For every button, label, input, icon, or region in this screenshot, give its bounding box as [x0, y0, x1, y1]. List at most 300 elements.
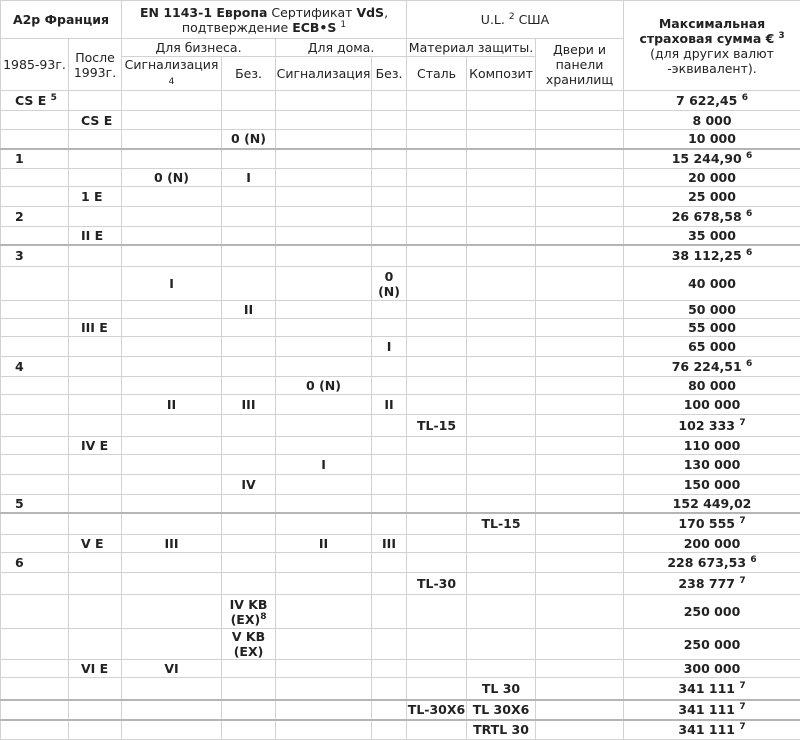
- vault-doors-cell: [536, 678, 624, 700]
- steel-cell: [407, 377, 467, 395]
- home-alarm-cell: [276, 301, 372, 319]
- composite-header: Композит: [467, 57, 536, 91]
- vault-doors-cell: [536, 245, 624, 267]
- table-row: [1, 91, 800, 111]
- business-no-alarm-cell: [222, 535, 276, 553]
- home-alarm-header: Сигнализация: [276, 57, 372, 91]
- a2p-after-cell: V E: [69, 535, 122, 553]
- business-no-alarm-cell: [222, 337, 276, 357]
- protection-material-header: Материал защиты.: [407, 39, 536, 57]
- composite-cell: [467, 437, 536, 455]
- composite-cell: [467, 415, 536, 437]
- steel-cell: [407, 475, 467, 495]
- composite-cell: [467, 227, 536, 245]
- home-no-alarm-cell: [372, 111, 407, 130]
- table-row: [1, 437, 800, 455]
- steel-cell: [407, 513, 467, 535]
- a2p-after-cell: [69, 267, 122, 301]
- business-alarm-cell: [122, 700, 222, 720]
- home-no-alarm-cell: [372, 377, 407, 395]
- business-alarm-cell: [122, 629, 222, 660]
- composite-cell: [467, 629, 536, 660]
- table-row: [1, 513, 800, 535]
- steel-cell: [407, 629, 467, 660]
- a2p-1985-cell: [1, 678, 69, 700]
- table-row: [1, 415, 800, 437]
- business-no-alarm-cell: II: [222, 301, 276, 319]
- home-alarm-cell: [276, 660, 372, 678]
- home-alarm-cell: [276, 437, 372, 455]
- vault-doors-cell: [536, 495, 624, 513]
- vault-doors-cell: [536, 207, 624, 227]
- steel-cell: [407, 437, 467, 455]
- home-no-alarm-cell: [372, 553, 407, 573]
- vault-doors-cell: [536, 660, 624, 678]
- max-amount-cell: 100 000: [624, 395, 800, 415]
- home-no-alarm-cell: [372, 455, 407, 475]
- max-amount-cell: 35 000: [624, 227, 800, 245]
- a2p-1985-cell: [1, 130, 69, 149]
- max-amount-cell: 102 333 $^7$: [624, 415, 800, 437]
- a2p-1985-cell: [1, 187, 69, 207]
- max-amount-cell: 341 111 $^7$: [624, 678, 800, 700]
- table-row: [1, 660, 800, 678]
- max-amount-cell: 10 000: [624, 130, 800, 149]
- steel-cell: [407, 720, 467, 740]
- home-alarm-cell: [276, 357, 372, 377]
- business-alarm-cell: [122, 301, 222, 319]
- composite-cell: [467, 169, 536, 187]
- home-alarm-cell: [276, 395, 372, 415]
- a2p-after-cell: 1 E: [69, 187, 122, 207]
- business-no-alarm-cell: [222, 245, 276, 267]
- vault-doors-cell: [536, 227, 624, 245]
- business-no-alarm-cell: [222, 91, 276, 111]
- home-alarm-cell: [276, 245, 372, 267]
- home-no-alarm-cell: 0 (N): [372, 267, 407, 301]
- home-alarm-cell: [276, 111, 372, 130]
- table-row: [1, 678, 800, 700]
- table-row: [1, 111, 800, 130]
- steel-cell: [407, 337, 467, 357]
- a2p-after-cell: [69, 91, 122, 111]
- table-row: [1, 700, 800, 720]
- business-no-alarm-cell: [222, 573, 276, 595]
- business-alarm-cell: [122, 245, 222, 267]
- a2p-1985-cell: 1: [1, 149, 69, 169]
- steel-cell: [407, 535, 467, 553]
- table-row: [1, 149, 800, 169]
- a2p-1985-cell: [1, 267, 69, 301]
- home-alarm-cell: [276, 513, 372, 535]
- a2p-after-cell: [69, 395, 122, 415]
- table-row: [1, 319, 800, 337]
- composite-cell: [467, 595, 536, 629]
- composite-cell: TRTL 30: [467, 720, 536, 740]
- vault-doors-cell: [536, 357, 624, 377]
- a2p-1985-cell: [1, 169, 69, 187]
- business-header: Для бизнеса.: [122, 39, 276, 57]
- max-amount-cell: 26 678,58 $^6$: [624, 207, 800, 227]
- composite-cell: [467, 130, 536, 149]
- business-alarm-cell: [122, 319, 222, 337]
- business-alarm-cell: [122, 357, 222, 377]
- home-alarm-cell: [276, 227, 372, 245]
- steel-cell: [407, 595, 467, 629]
- home-alarm-cell: [276, 91, 372, 111]
- home-alarm-cell: [276, 207, 372, 227]
- home-no-alarm-cell: [372, 513, 407, 535]
- business-alarm-cell: [122, 130, 222, 149]
- home-alarm-cell: [276, 573, 372, 595]
- a2p-1985-cell: [1, 700, 69, 720]
- business-no-alarm-cell: [222, 227, 276, 245]
- table-row: [1, 227, 800, 245]
- a2p-after-cell: [69, 495, 122, 513]
- business-alarm-cell: [122, 678, 222, 700]
- business-no-alarm-cell: [222, 415, 276, 437]
- steel-header: Сталь: [407, 57, 467, 91]
- home-header: Для дома.: [276, 39, 407, 57]
- table-row: [1, 553, 800, 573]
- a2p-1985-cell: 6: [1, 553, 69, 573]
- vault-doors-cell: [536, 455, 624, 475]
- a2p-after-cell: CS E: [69, 111, 122, 130]
- home-alarm-cell: [276, 629, 372, 660]
- business-alarm-cell: [122, 337, 222, 357]
- max-amount-cell: 80 000: [624, 377, 800, 395]
- steel-cell: TL-15: [407, 415, 467, 437]
- home-alarm-cell: [276, 130, 372, 149]
- home-alarm-cell: [276, 595, 372, 629]
- home-alarm-cell: [276, 678, 372, 700]
- table-row: [1, 535, 800, 553]
- business-alarm-cell: [122, 475, 222, 495]
- vault-doors-cell: [536, 149, 624, 169]
- business-alarm-cell: [122, 111, 222, 130]
- home-alarm-cell: [276, 267, 372, 301]
- home-alarm-cell: [276, 187, 372, 207]
- business-alarm-cell: [122, 720, 222, 740]
- home-no-alarm-cell: [372, 149, 407, 169]
- composite-cell: [467, 111, 536, 130]
- a2p-1985-cell: [1, 720, 69, 740]
- table-row: [1, 301, 800, 319]
- a2p-after-cell: [69, 475, 122, 495]
- steel-cell: [407, 319, 467, 337]
- composite-cell: [467, 553, 536, 573]
- business-no-alarm-cell: [222, 377, 276, 395]
- composite-cell: [467, 573, 536, 595]
- a2p-1985-cell: [1, 319, 69, 337]
- home-alarm-cell: [276, 495, 372, 513]
- composite-cell: [467, 245, 536, 267]
- vault-doors-cell: [536, 700, 624, 720]
- home-no-alarm-cell: [372, 319, 407, 337]
- a2p-after-cell: [69, 130, 122, 149]
- home-alarm-cell: [276, 169, 372, 187]
- a2p-1985-cell: [1, 573, 69, 595]
- max-amount-cell: 25 000: [624, 187, 800, 207]
- home-no-alarm-cell: [372, 720, 407, 740]
- steel-cell: [407, 91, 467, 111]
- table-row: [1, 495, 800, 513]
- home-alarm-cell: [276, 319, 372, 337]
- composite-cell: [467, 455, 536, 475]
- business-no-alarm-cell: [222, 553, 276, 573]
- max-amount-cell: 65 000: [624, 337, 800, 357]
- steel-cell: [407, 395, 467, 415]
- business-no-alarm-cell: 0 (N): [222, 130, 276, 149]
- home-alarm-cell: [276, 720, 372, 740]
- home-no-alarm-cell: [372, 227, 407, 245]
- composite-cell: [467, 301, 536, 319]
- business-alarm-cell: [122, 207, 222, 227]
- home-no-alarm-cell: [372, 629, 407, 660]
- composite-cell: [467, 377, 536, 395]
- max-amount-cell: 15 244,90 $^6$: [624, 149, 800, 169]
- business-alarm-cell: II: [122, 395, 222, 415]
- vault-doors-cell: [536, 91, 624, 111]
- home-no-alarm-cell: [372, 700, 407, 720]
- steel-cell: [407, 357, 467, 377]
- home-no-alarm-cell: I: [372, 337, 407, 357]
- en-1143-header: EN 1143-1 Европа Сертификат VdS, подтверждение ECB•S $^1$: [122, 1, 407, 39]
- a2p-after-cell: [69, 678, 122, 700]
- a2p-after-cell: [69, 207, 122, 227]
- business-alarm-cell: [122, 227, 222, 245]
- vault-doors-cell: [536, 187, 624, 207]
- home-no-alarm-cell: [372, 660, 407, 678]
- vault-doors-cell: [536, 535, 624, 553]
- table-row: [1, 357, 800, 377]
- a2p-1985-cell: [1, 395, 69, 415]
- a2p-1985-cell: [1, 337, 69, 357]
- a2p-1985-cell: 3: [1, 245, 69, 267]
- steel-cell: [407, 227, 467, 245]
- home-no-alarm-cell: [372, 678, 407, 700]
- business-alarm-cell: 0 (N): [122, 169, 222, 187]
- business-no-alarm-cell: [222, 187, 276, 207]
- vault-doors-header: Двери и панели хранилищ: [536, 39, 624, 91]
- ul-usa-header: U.L. $^2$ США: [407, 1, 624, 39]
- a2p-1985-cell: CS E $^5$: [1, 91, 69, 111]
- business-alarm-cell: [122, 91, 222, 111]
- business-alarm-cell: [122, 573, 222, 595]
- home-alarm-cell: [276, 475, 372, 495]
- a2p-after-cell: [69, 700, 122, 720]
- years-1985-93-header: 1985-93г.: [1, 39, 69, 91]
- max-amount-cell: 341 111 $^7$: [624, 700, 800, 720]
- max-amount-cell: 7 622,45 $^6$: [624, 91, 800, 111]
- a2p-after-cell: IV E: [69, 437, 122, 455]
- a2p-after-cell: [69, 415, 122, 437]
- a2p-france-header: A2p Франция: [1, 1, 122, 39]
- home-alarm-cell: [276, 700, 372, 720]
- business-alarm-cell: [122, 415, 222, 437]
- business-no-alarm-cell: [222, 357, 276, 377]
- max-amount-cell: 228 673,53 $^6$: [624, 553, 800, 573]
- table-row: [1, 245, 800, 267]
- table-row: [1, 169, 800, 187]
- a2p-1985-cell: [1, 475, 69, 495]
- vault-doors-cell: [536, 301, 624, 319]
- table-row: [1, 720, 800, 740]
- a2p-1985-cell: 5: [1, 495, 69, 513]
- max-amount-cell: 250 000: [624, 595, 800, 629]
- max-amount-cell: 76 224,51 $^6$: [624, 357, 800, 377]
- a2p-after-cell: [69, 169, 122, 187]
- vault-doors-cell: [536, 169, 624, 187]
- vault-doors-cell: [536, 267, 624, 301]
- composite-cell: [467, 91, 536, 111]
- a2p-after-cell: [69, 245, 122, 267]
- table-row: [1, 455, 800, 475]
- vault-doors-cell: [536, 377, 624, 395]
- composite-cell: [467, 267, 536, 301]
- max-amount-cell: 20 000: [624, 169, 800, 187]
- home-no-alarm-cell: III: [372, 535, 407, 553]
- a2p-1985-cell: 2: [1, 207, 69, 227]
- steel-cell: [407, 245, 467, 267]
- steel-cell: [407, 130, 467, 149]
- vault-doors-cell: [536, 337, 624, 357]
- business-alarm-cell: I: [122, 267, 222, 301]
- a2p-after-cell: VI E: [69, 660, 122, 678]
- business-no-alarm-cell: III: [222, 395, 276, 415]
- a2p-1985-cell: [1, 629, 69, 660]
- home-no-alarm-cell: [372, 475, 407, 495]
- composite-cell: [467, 660, 536, 678]
- a2p-after-cell: II E: [69, 227, 122, 245]
- home-no-alarm-cell: [372, 437, 407, 455]
- business-alarm-cell: [122, 553, 222, 573]
- business-alarm-cell: VI: [122, 660, 222, 678]
- vault-doors-cell: [536, 111, 624, 130]
- max-amount-cell: 40 000: [624, 267, 800, 301]
- max-amount-cell: 150 000: [624, 475, 800, 495]
- a2p-1985-cell: [1, 595, 69, 629]
- max-amount-cell: 250 000: [624, 629, 800, 660]
- composite-cell: TL 30: [467, 678, 536, 700]
- steel-cell: [407, 495, 467, 513]
- composite-cell: [467, 495, 536, 513]
- home-no-alarm-cell: [372, 415, 407, 437]
- business-no-alarm-cell: IV: [222, 475, 276, 495]
- business-no-alarm-cell: [222, 111, 276, 130]
- business-alarm-cell: [122, 149, 222, 169]
- steel-cell: [407, 149, 467, 169]
- home-no-alarm-cell: [372, 357, 407, 377]
- steel-cell: [407, 169, 467, 187]
- max-amount-cell: 300 000: [624, 660, 800, 678]
- home-no-alarm-cell: [372, 169, 407, 187]
- a2p-1985-cell: 4: [1, 357, 69, 377]
- business-no-alarm-cell: IV KB (EX)$^8$: [222, 595, 276, 629]
- composite-cell: [467, 187, 536, 207]
- business-alarm-cell: [122, 437, 222, 455]
- composite-cell: [467, 207, 536, 227]
- max-amount-cell: 55 000: [624, 319, 800, 337]
- steel-cell: [407, 455, 467, 475]
- table-row: [1, 395, 800, 415]
- a2p-1985-cell: [1, 301, 69, 319]
- vault-doors-cell: [536, 395, 624, 415]
- business-no-alarm-cell: [222, 678, 276, 700]
- a2p-after-cell: [69, 720, 122, 740]
- steel-cell: [407, 207, 467, 227]
- a2p-1985-cell: [1, 513, 69, 535]
- vault-doors-cell: [536, 130, 624, 149]
- a2p-1985-cell: [1, 415, 69, 437]
- composite-cell: [467, 357, 536, 377]
- steel-cell: [407, 678, 467, 700]
- max-amount-cell: 50 000: [624, 301, 800, 319]
- home-no-alarm-cell: [372, 245, 407, 267]
- vault-doors-cell: [536, 595, 624, 629]
- business-no-alarm-cell: [222, 455, 276, 475]
- home-alarm-cell: II: [276, 535, 372, 553]
- business-no-alarm-header: Без.: [222, 57, 276, 91]
- home-no-alarm-cell: [372, 495, 407, 513]
- max-amount-cell: 152 449,02: [624, 495, 800, 513]
- business-alarm-cell: [122, 455, 222, 475]
- table-row: [1, 337, 800, 357]
- business-no-alarm-cell: [222, 513, 276, 535]
- home-no-alarm-cell: [372, 91, 407, 111]
- table-row: [1, 629, 800, 660]
- after-1993-header: После 1993г.: [69, 39, 122, 91]
- a2p-after-cell: [69, 149, 122, 169]
- a2p-after-cell: [69, 513, 122, 535]
- composite-cell: TL-15: [467, 513, 536, 535]
- composite-cell: [467, 535, 536, 553]
- vault-doors-cell: [536, 513, 624, 535]
- max-insurance-header: Максимальная страховая сумма € $^3$ (для других валют -эквивалент).: [624, 1, 800, 91]
- business-no-alarm-cell: [222, 207, 276, 227]
- a2p-1985-cell: [1, 111, 69, 130]
- business-no-alarm-cell: [222, 437, 276, 455]
- max-amount-cell: 200 000: [624, 535, 800, 553]
- vault-doors-cell: [536, 437, 624, 455]
- a2p-1985-cell: [1, 535, 69, 553]
- business-no-alarm-cell: [222, 267, 276, 301]
- a2p-1985-cell: [1, 227, 69, 245]
- business-alarm-header: Сигнализация 4: [122, 57, 222, 91]
- vault-doors-cell: [536, 720, 624, 740]
- home-alarm-cell: [276, 149, 372, 169]
- steel-cell: [407, 553, 467, 573]
- composite-cell: [467, 319, 536, 337]
- business-alarm-cell: [122, 513, 222, 535]
- business-alarm-cell: [122, 187, 222, 207]
- vault-doors-cell: [536, 319, 624, 337]
- a2p-1985-cell: [1, 455, 69, 475]
- table-row: [1, 207, 800, 227]
- a2p-after-cell: [69, 301, 122, 319]
- a2p-after-cell: [69, 357, 122, 377]
- business-alarm-cell: [122, 377, 222, 395]
- a2p-after-cell: [69, 573, 122, 595]
- max-amount-cell: 38 112,25 $^6$: [624, 245, 800, 267]
- composite-cell: [467, 149, 536, 169]
- business-no-alarm-cell: [222, 660, 276, 678]
- home-alarm-cell: [276, 337, 372, 357]
- business-alarm-cell: III: [122, 535, 222, 553]
- a2p-1985-cell: [1, 660, 69, 678]
- steel-cell: [407, 660, 467, 678]
- max-amount-cell: 238 777 $^7$: [624, 573, 800, 595]
